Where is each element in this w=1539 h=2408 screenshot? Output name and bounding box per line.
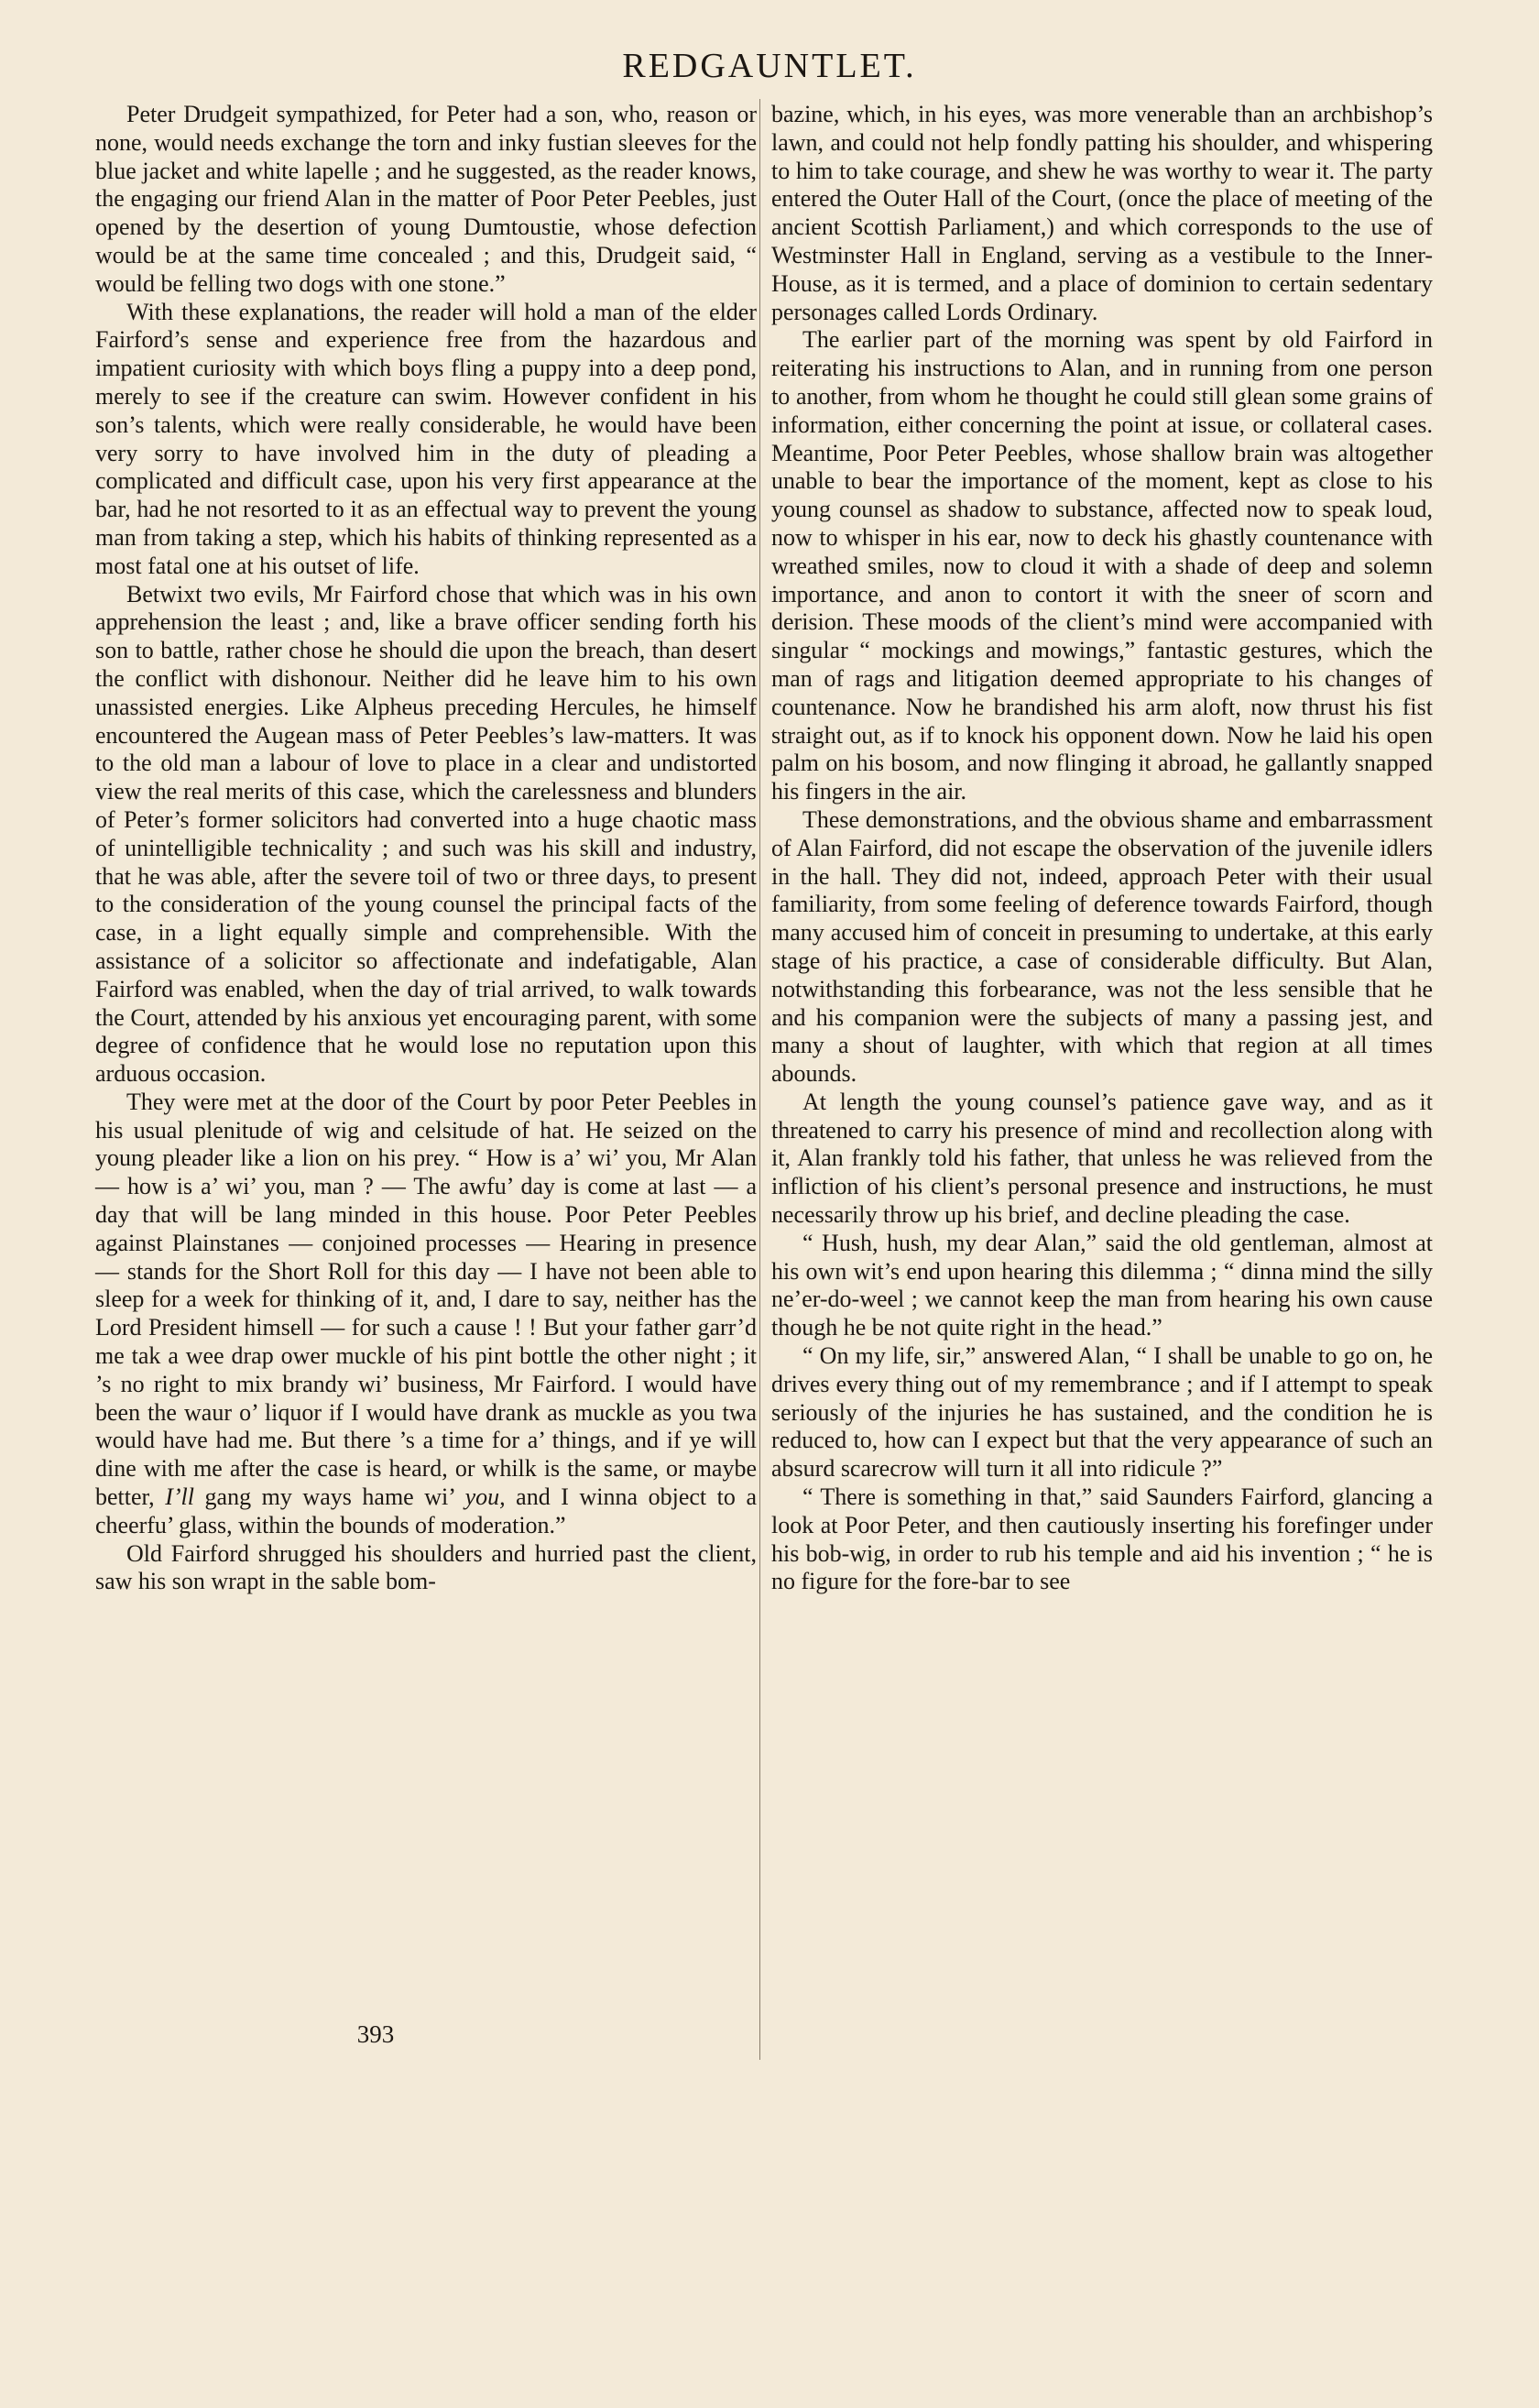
- text-run: gang my ways hame wi’: [193, 1483, 465, 1511]
- right-column: [771, 101, 1433, 1596]
- italic-text: I’ll: [165, 1483, 194, 1511]
- text-run: “ There is something in that,” said Saunders Fairford, glancing a look at Poor Peter, and then cautiously inserting his forefinger under his bob-wig, in order to rub his temple and aid his invention ; “ he is no figure for the fore-bar to see: [771, 1483, 1433, 1595]
- paragraph: [771, 1089, 1433, 1230]
- text-run: “ On my life, sir,” answered Alan, “ I shall be unable to go on, he drives every thing out of my remembrance ; and if I attempt to speak seriously of the injuries he has sustained, and the condition he is reduced to, how can I expect but that the very appearance of such an absurd scarecrow will turn it all into ridicule ?”: [771, 1342, 1433, 1483]
- paragraph: [95, 581, 757, 1089]
- text-run: The earlier part of the morning was spent by old Fairford in reiterating his instructions to Alan, and in running from one person to another, from whom he thought he could still glean some grains of information, either concerning the point at issue, or collateral cases. Meantime, Poor Peter Peebles, whose shallow brain was altogether unable to bear the importance of the moment, kept as close to his young counsel as shadow to substance, affected now to speak loud, now to whisper in his ear, now to deck his ghastly countenance with wreathed smiles, now to cloud it with a shade of deep and solemn importance, and anon to contort it with the sneer of scorn and derision. These moods of the client’s mind were accompanied with singular “ mockings and mowings,” fantastic gestures, which the man of rags and litigation deemed appropriate to his changes of countenance. Now he brandished his arm aloft, now thrust his fist straight out, as if to knock his opponent down. Now he laid his open palm on his bosom, and now flinging it abroad, he gallantly snapped his fingers in the air.: [771, 326, 1433, 805]
- paragraph: [771, 326, 1433, 806]
- paragraph: [95, 1540, 757, 1597]
- text-run: They were met at the door of the Court by poor Peter Peebles in his usual plenitude of wig and celsitude of hat. He seized on the young pleader like a lion on his prey. “ How is a’ wi’ you, Mr Alan — how is a’ wi’ you, man ? — The awfu’ day is come at last — a day that will be lang minded in this house. Poor Peter Peebles against Plainstanes — conjoined processes — Hearing in presence — stands for the Short Roll for this day — I have not been able to sleep for a week for thinking of it, and, I dare to say, neither has the Lord President himsell — for such a cause ! ! But your father garr’d me tak a wee drap ower muckle of his pint bottle the other night ; it ’s no right to mix brandy wi’ business, Mr Fairford. I would have been the waur o’ liquor if I would have drank as muckle as you twa would have had me. But there ’s a time for a’ things, and if ye will dine with me after the case is heard, or whilk is the same, or maybe better,: [95, 1088, 757, 1511]
- page-number: 393: [356, 2020, 395, 2048]
- italic-text: you,: [464, 1483, 506, 1511]
- paragraph: [771, 101, 1433, 326]
- paragraph: [95, 299, 757, 581]
- text-run: bazine, which, in his eyes, was more venerable than an archbishop’s lawn, and could not help fondly patting his shoulder, and whispering to him to take courage, and shew he was worthy to wear it. The party entered the Outer Hall of the Court, (once the place of meeting of the ancient Scottish Parliament,) and which corresponds to the use of Westminster Hall in England, serving as a vestibule to the Inner-House, as it is termed, and a place of dominion to certain sedentary personages called Lords Ordinary.: [771, 101, 1433, 325]
- running-title: REDGAUNTLET.: [622, 47, 917, 85]
- paragraph: [95, 1089, 757, 1540]
- text-run: Old Fairford shrugged his shoulders and hurried past the client, saw his son wrapt in the sable bom-: [95, 1539, 757, 1595]
- paragraph: [771, 1483, 1433, 1596]
- column-divider: [759, 99, 760, 2060]
- text-run: At length the young counsel’s patience gave way, and as it threatened to carry his presence of mind and recollection along with it, Alan frankly told his father, that unless he was relieved from the infliction of his client’s personal presence and instructions, he must necessarily throw up his brief, and decline pleading the case.: [771, 1088, 1433, 1229]
- left-column: [95, 101, 757, 1596]
- paragraph: [771, 806, 1433, 1089]
- text-run: With these explanations, the reader will hold a man of the elder Fairford’s sense and experience free from the hazardous and impatient curiosity with which boys fling a puppy into a deep pond, merely to see if the creature can swim. However confident in his son’s talents, which were really considerable, he would have been very sorry to have involved him in the duty of pleading a complicated and difficult case, upon his very first appearance at the bar, had he not resorted to it as an effectual way to prevent the young man from taking a step, which his habits of thinking represented as a most fatal one at his outset of life.: [95, 298, 757, 579]
- text-run: Betwixt two evils, Mr Fairford chose that which was in his own apprehension the least ; and, like a brave officer sending forth his son to battle, rather chose he should die upon the breach, than desert the conflict with dishonour. Neither did he leave him to his own unassisted energies. Like Alpheus preceding Hercules, he himself encountered the Augean mass of Peter Peebles’s law-matters. It was to the old man a labour of love to place in a clear and undistorted view the real merits of this case, which the carelessness and blunders of Peter’s former solicitors had converted into a huge chaotic mass of unintelligible technicality ; and such was his skill and industry, that he was able, after the severe toil of two or three days, to present to the consideration of the young counsel the principal facts of the case, in a light equally simple and comprehensible. With the assistance of a solicitor so affectionate and indefatigable, Alan Fairford was enabled, when the day of trial arrived, to walk towards the Court, attended by his anxious yet encouraging parent, with some degree of confidence that he would lose no reputation upon this arduous occasion.: [95, 580, 757, 1088]
- paragraph: [771, 1342, 1433, 1483]
- text-run: and I winna object to a cheerfu’ glass, within the bounds of moderation.”: [95, 1483, 758, 1538]
- text-run: These demonstrations, and the obvious shame and embarrassment of Alan Fairford, did not escape the observation of the juvenile idlers in the hall. They did not, indeed, approach Peter with their usual familiarity, from some feeling of deference towards Fairford, though many accused him of conceit in presuming to undertake, at this early stage of his practice, a case of considerable difficulty. But Alan, notwithstanding this forbearance, was not the less sensible that he and his companion were the subjects of many a passing jest, and many a shout of laughter, with which that region at all times abounds.: [771, 805, 1433, 1088]
- text-run: Peter Drudgeit sympathized, for Peter had a son, who, reason or none, would needs exchange the torn and inky fustian sleeves for the blue jacket and white lapelle ; and he suggested, as the reader knows, the engaging our friend Alan in the matter of Poor Peter Peebles, just opened by the desertion of young Dumtoustie, whose defection would be at the same time concealed ; and this, Drudgeit said, “ would be felling two dogs with one stone.”: [95, 101, 757, 297]
- text-run: “ Hush, hush, my dear Alan,” said the old gentleman, almost at his own wit’s end upon hearing this dilemma ; “ dinna mind the silly ne’er-do-weel ; we cannot keep the man from hearing his own cause though he be not quite right in the head.”: [771, 1229, 1433, 1341]
- paragraph: [771, 1230, 1433, 1342]
- paragraph: [95, 101, 757, 299]
